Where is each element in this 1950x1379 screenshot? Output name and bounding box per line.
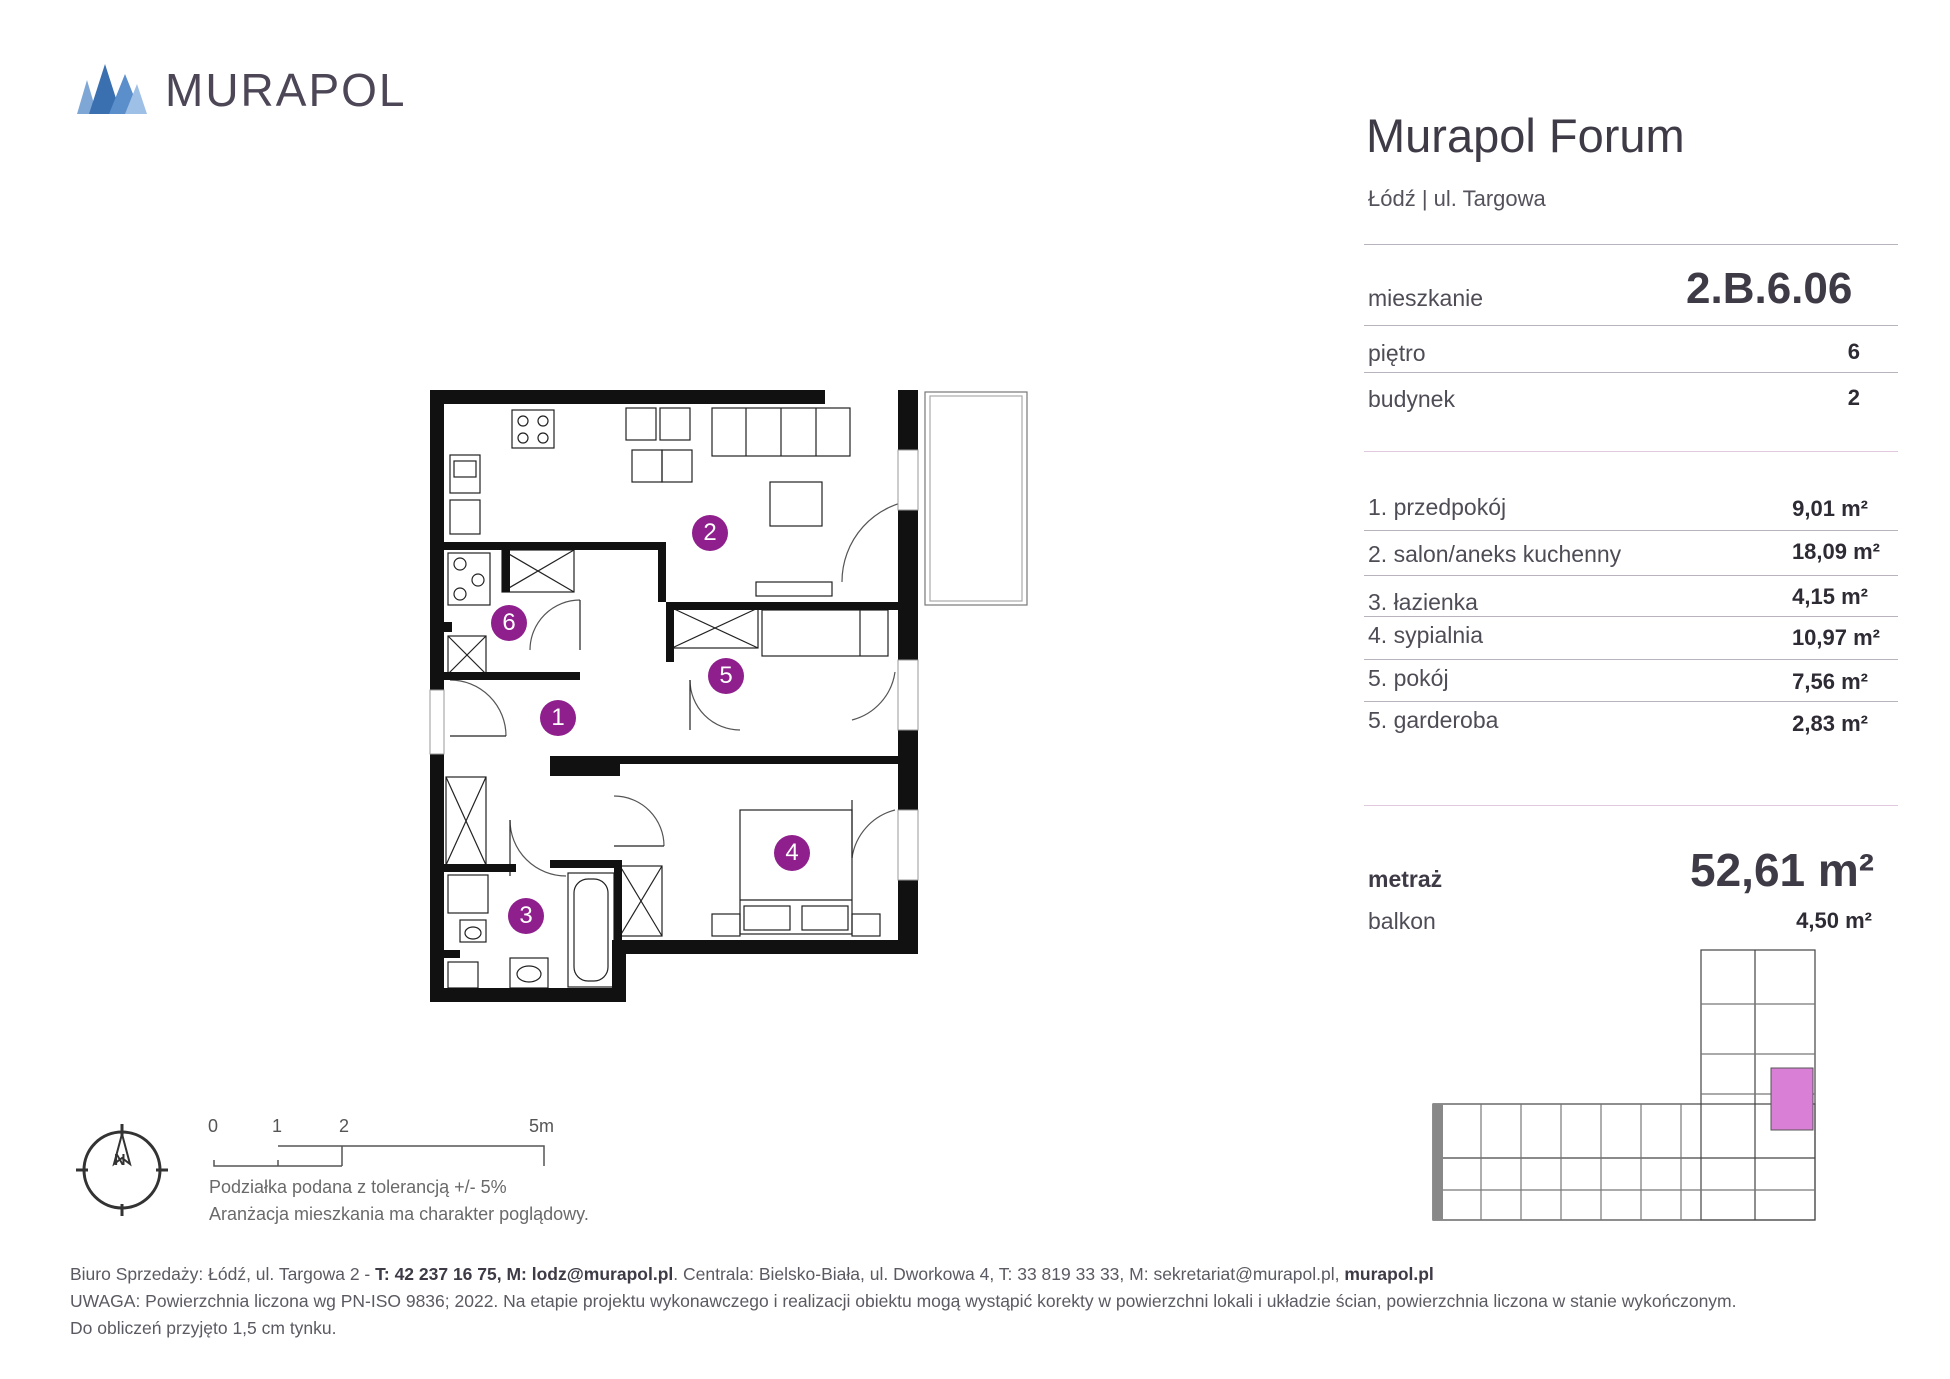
brand-name: MURAPOL bbox=[165, 64, 407, 116]
scale-tick: 5m bbox=[529, 1116, 555, 1136]
divider bbox=[1364, 701, 1898, 702]
scale-tick: 2 bbox=[339, 1116, 350, 1136]
building-value: 2 bbox=[1847, 385, 1860, 410]
project-title: Murapol Forum bbox=[1366, 109, 1685, 162]
divider bbox=[1364, 372, 1898, 373]
floor-value: 6 bbox=[1847, 339, 1860, 364]
unit-number: 2.B.6.06 bbox=[1686, 264, 1853, 313]
room-marker: 5 bbox=[719, 662, 733, 689]
room-marker: 6 bbox=[502, 609, 516, 636]
room-marker: 2 bbox=[703, 519, 717, 546]
room-name: 5. garderoba bbox=[1368, 707, 1499, 733]
room-name: 3. łazienka bbox=[1368, 589, 1478, 615]
murapol-logo-icon bbox=[75, 62, 155, 122]
footer-plaster-note: Do obliczeń przyjęto 1,5 cm tynku. bbox=[70, 1318, 337, 1338]
compass-north: N bbox=[114, 1152, 126, 1169]
scale-tick: 0 bbox=[208, 1116, 219, 1136]
footer-hq: . Centrala: Bielsko-Biała, ul. Dworkowa 4, T: 33 819 33 33, M: sekretariat@murapol.pl, bbox=[673, 1264, 1345, 1284]
room-area: 7,56 m² bbox=[1792, 669, 1868, 694]
footer-website[interactable]: murapol.pl bbox=[1344, 1264, 1434, 1284]
compass-icon bbox=[72, 1120, 172, 1220]
footer-disclaimer: UWAGA: Powierzchnia liczona wg PN-ISO 9836; 2022. Na etapie projektu wykonawczego i realizacji obiektu mogą wystąpić korekty w powierzchni lokali i układzie ścian, powierzchnia liczona w stanie wykończonym. bbox=[70, 1291, 1737, 1311]
floor-label: piętro bbox=[1368, 340, 1426, 366]
footer-phone-email[interactable]: T: 42 237 16 75, M: lodz@murapol.pl bbox=[375, 1264, 674, 1284]
divider bbox=[1364, 530, 1898, 531]
footer-contact bbox=[70, 1264, 1434, 1285]
room-area: 2,83 m² bbox=[1792, 711, 1868, 736]
arrangement-note: Aranżacja mieszkania ma charakter poglądowy. bbox=[209, 1204, 589, 1224]
divider bbox=[1364, 575, 1898, 576]
room-area: 4,15 m² bbox=[1792, 584, 1868, 609]
divider bbox=[1364, 451, 1898, 452]
building-label: budynek bbox=[1368, 386, 1455, 412]
unit-label: mieszkanie bbox=[1368, 285, 1484, 311]
room-name: 4. sypialnia bbox=[1368, 622, 1484, 648]
room-marker: 3 bbox=[519, 902, 533, 929]
scale-bar bbox=[208, 1138, 558, 1168]
building-key-plan bbox=[1425, 944, 1835, 1226]
room-area: 9,01 m² bbox=[1792, 496, 1868, 521]
room-marker: 4 bbox=[785, 839, 799, 866]
project-location: Łódź | ul. Targowa bbox=[1368, 186, 1546, 211]
area-label: metraż bbox=[1368, 866, 1443, 892]
scale-tick: 1 bbox=[272, 1116, 283, 1136]
room-name: 2. salon/aneks kuchenny bbox=[1368, 541, 1622, 567]
divider bbox=[1364, 325, 1898, 326]
floor-plan bbox=[420, 380, 1040, 1010]
divider bbox=[1364, 805, 1898, 806]
divider bbox=[1364, 244, 1898, 245]
total-area: 52,61 m² bbox=[1690, 844, 1875, 896]
room-name: 5. pokój bbox=[1368, 665, 1449, 691]
footer-office: Biuro Sprzedaży: Łódź, ul. Targowa 2 - bbox=[70, 1264, 376, 1284]
divider bbox=[1364, 659, 1898, 660]
balcony-label: balkon bbox=[1368, 908, 1436, 934]
divider bbox=[1364, 616, 1898, 617]
room-name: 1. przedpokój bbox=[1368, 494, 1507, 520]
room-area: 18,09 m² bbox=[1791, 539, 1880, 564]
balcony-area: 4,50 m² bbox=[1796, 908, 1872, 933]
room-area: 10,97 m² bbox=[1791, 625, 1880, 650]
scale-note: Podziałka podana z tolerancją +/- 5% bbox=[209, 1177, 507, 1197]
room-marker: 1 bbox=[551, 704, 565, 731]
